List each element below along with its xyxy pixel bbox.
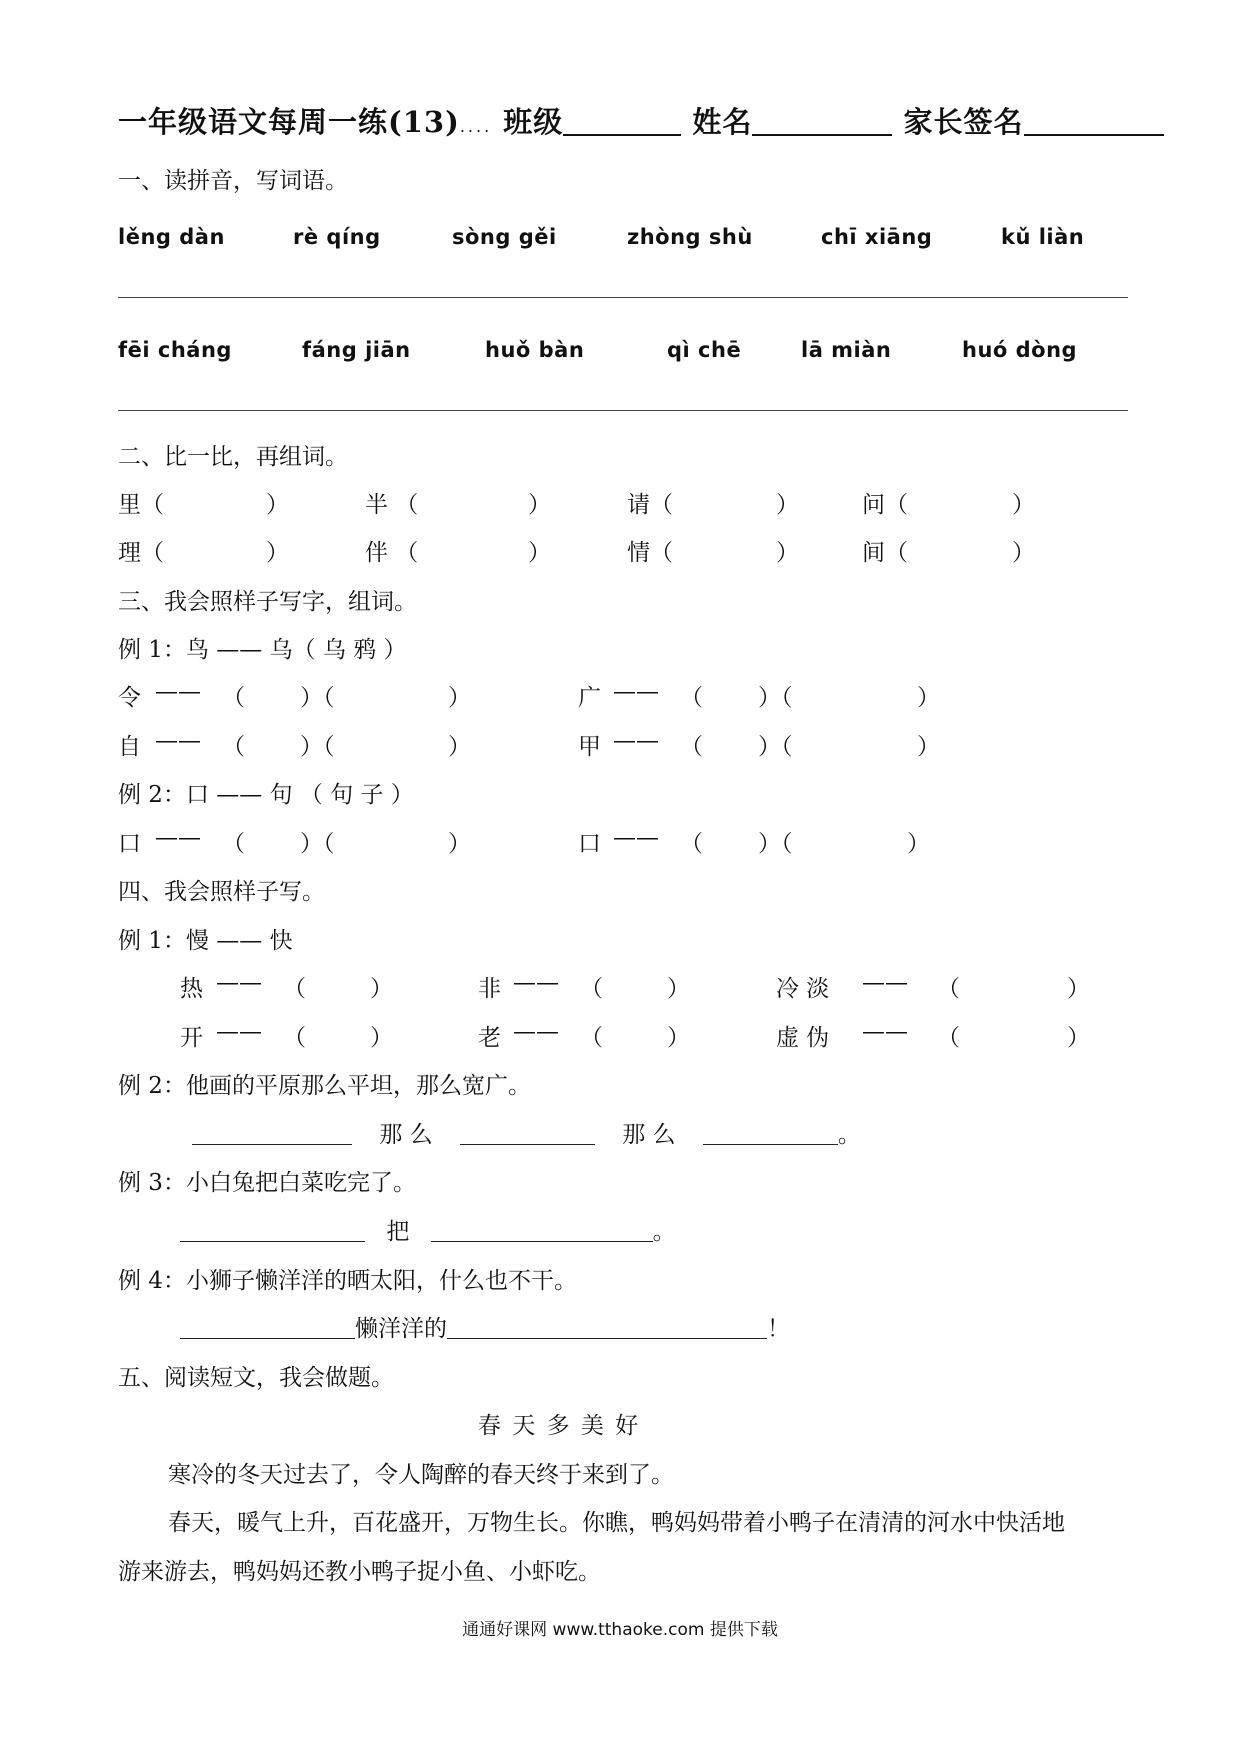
dash: ——	[216, 970, 262, 996]
section-2-heading: 二、比一比，再组词。	[118, 444, 348, 470]
title-dots: ....	[459, 117, 493, 136]
worksheet-title: 一年级语文每周一练(13)	[118, 105, 460, 139]
paren-close: ）	[1067, 1025, 1090, 1051]
dash: ——	[155, 679, 201, 705]
compare-close: ）	[528, 540, 551, 566]
fill-end: 。	[652, 1219, 676, 1245]
paren-open: （	[937, 976, 960, 1002]
compare-close: ）	[1012, 540, 1035, 566]
antonym-word: 热	[180, 976, 203, 1002]
section-1-heading: 一、读拼音，写词语。	[118, 168, 348, 194]
fill-blank[interactable]	[460, 1122, 595, 1145]
paren-open: （	[222, 685, 245, 711]
compare-close: ）	[266, 492, 289, 518]
pinyin-item: fēi cháng	[118, 338, 232, 362]
paren-open: （	[937, 1025, 960, 1051]
pinyin-item: lěng dàn	[118, 225, 225, 249]
paren-close: ）	[448, 685, 471, 711]
compare-char: 理（	[118, 540, 164, 566]
pinyin-item: zhòng shù	[627, 225, 753, 249]
footer-credit: 通通好课网 www.tthaoke.com 提供下载	[462, 1620, 778, 1640]
paren-open: （	[222, 831, 245, 857]
fill-word: 那 么	[622, 1122, 676, 1148]
char-item: 甲	[578, 734, 601, 760]
compare-char: 伴 （	[365, 540, 419, 566]
compare-char: 半 （	[365, 492, 419, 518]
fill-blank[interactable]	[431, 1219, 653, 1242]
fill-blank[interactable]	[447, 1316, 767, 1339]
example-1: 例 1：慢 —— 快	[118, 928, 293, 954]
paren-close: ）	[448, 734, 471, 760]
example-4: 例 4：小狮子懒洋洋的晒太阳，什么也不干。	[118, 1268, 577, 1294]
paren-mid: ）（	[758, 831, 793, 857]
section-5-heading: 五、阅读短文，我会做题。	[118, 1365, 394, 1391]
paren-open: （	[283, 1025, 306, 1051]
name-blank[interactable]	[752, 106, 892, 136]
fill-word: 那 么	[379, 1122, 433, 1148]
dash: ——	[155, 728, 201, 754]
section-3-heading: 三、我会照样子写字，组词。	[118, 589, 417, 615]
example-1: 例 1：鸟 —— 乌（ 乌 鸦 ）	[118, 637, 407, 663]
dash: ——	[216, 1019, 262, 1045]
class-label: 班级	[503, 105, 564, 139]
section-4-heading: 四、我会照样子写。	[118, 879, 325, 905]
pinyin-item: kǔ liàn	[1001, 225, 1085, 249]
paren-close: ）	[917, 734, 940, 760]
pinyin-item: huǒ bàn	[485, 338, 585, 362]
paren-close: ）	[370, 976, 393, 1002]
compare-char: 请（	[627, 492, 673, 518]
fill-blank[interactable]	[180, 1219, 365, 1242]
fill-blank[interactable]	[192, 1122, 352, 1145]
paren-open: （	[680, 685, 703, 711]
example-2: 例 2：口 —— 句 （ 句 子 ）	[118, 782, 414, 808]
compare-close: ）	[528, 492, 551, 518]
paren-close: ）	[448, 831, 471, 857]
paren-mid: ）（	[300, 734, 335, 760]
dash: ——	[155, 825, 201, 851]
paren-mid: ）（	[758, 685, 793, 711]
sentence-fill-2	[192, 1116, 861, 1149]
pinyin-item: sòng gěi	[452, 225, 557, 249]
dash: ——	[613, 825, 659, 851]
reading-paragraph-2: 春天，暖气上升，百花盛开，万物生长。你瞧，鸭妈妈带着小鸭子在清清的河水中快活地	[168, 1510, 1065, 1536]
compare-char: 问（	[862, 492, 908, 518]
pinyin-item: qì chē	[667, 338, 742, 362]
dash: ——	[513, 1019, 559, 1045]
paren-mid: ）（	[300, 685, 335, 711]
paren-close: ）	[917, 685, 940, 711]
compare-close: ）	[776, 492, 799, 518]
dash: ——	[613, 728, 659, 754]
paren-close: ）	[667, 976, 690, 1002]
paren-close: ）	[370, 1025, 393, 1051]
pinyin-item: fáng jiān	[302, 338, 411, 362]
char-item: 口	[578, 831, 601, 857]
antonym-word: 开	[180, 1025, 203, 1051]
char-item: 令	[118, 685, 141, 711]
example-2: 例 2：他画的平原那么平坦，那么宽广。	[118, 1073, 531, 1099]
reading-paragraph-1: 寒冷的冬天过去了，令人陶醉的春天终于来到了。	[168, 1462, 674, 1488]
compare-char: 情（	[627, 540, 673, 566]
paren-open: （	[680, 734, 703, 760]
paren-open: （	[680, 831, 703, 857]
sentence-fill-3	[180, 1213, 676, 1246]
reading-paragraph-2-cont: 游来游去，鸭妈妈还教小鸭子捉小鱼、小虾吃。	[118, 1559, 601, 1585]
reading-title: 春 天 多 美 好	[478, 1413, 641, 1439]
char-item: 广	[578, 685, 601, 711]
paren-open: （	[580, 1025, 603, 1051]
class-blank[interactable]	[563, 106, 681, 136]
title-row	[118, 100, 1164, 141]
compare-close: ）	[266, 540, 289, 566]
writing-line[interactable]	[118, 297, 1128, 298]
example-3: 例 3：小白兔把白菜吃完了。	[118, 1170, 416, 1196]
paren-close: ）	[1067, 976, 1090, 1002]
fill-blank[interactable]	[180, 1316, 355, 1339]
dash: ——	[862, 970, 908, 996]
compare-char: 里（	[118, 492, 164, 518]
paren-open: （	[222, 734, 245, 760]
pinyin-item: chī xiāng	[821, 225, 933, 249]
fill-word: 把	[386, 1219, 410, 1245]
antonym-word: 老	[478, 1025, 501, 1051]
name-label: 姓名	[692, 105, 753, 139]
fill-word: 懒洋洋的	[355, 1316, 447, 1342]
pinyin-item: rè qíng	[293, 225, 381, 249]
parent-sign-label: 家长签名	[903, 105, 1024, 139]
compare-char: 间（	[862, 540, 908, 566]
paren-close: ）	[667, 1025, 690, 1051]
dash: ——	[513, 970, 559, 996]
fill-end: 。	[837, 1122, 861, 1148]
compare-close: ）	[776, 540, 799, 566]
dash: ——	[613, 679, 659, 705]
paren-open: （	[580, 976, 603, 1002]
dash: ——	[862, 1019, 908, 1045]
paren-open: （	[283, 976, 306, 1002]
pinyin-item: huó dòng	[962, 338, 1078, 362]
antonym-word: 虚 伪	[776, 1025, 830, 1051]
paren-mid: ）（	[758, 734, 793, 760]
parent-sign-blank[interactable]	[1024, 106, 1164, 136]
compare-close: ）	[1012, 492, 1035, 518]
paren-mid: ）（	[300, 831, 335, 857]
fill-end: ！	[767, 1316, 790, 1342]
pinyin-item: lā miàn	[801, 338, 892, 362]
sentence-fill-4	[180, 1310, 790, 1343]
writing-line[interactable]	[118, 410, 1128, 411]
char-item: 口	[118, 831, 141, 857]
paren-close: ）	[907, 831, 930, 857]
fill-blank[interactable]	[703, 1122, 838, 1145]
antonym-word: 非	[478, 976, 501, 1002]
antonym-word: 冷 淡	[776, 976, 830, 1002]
char-item: 自	[118, 734, 141, 760]
